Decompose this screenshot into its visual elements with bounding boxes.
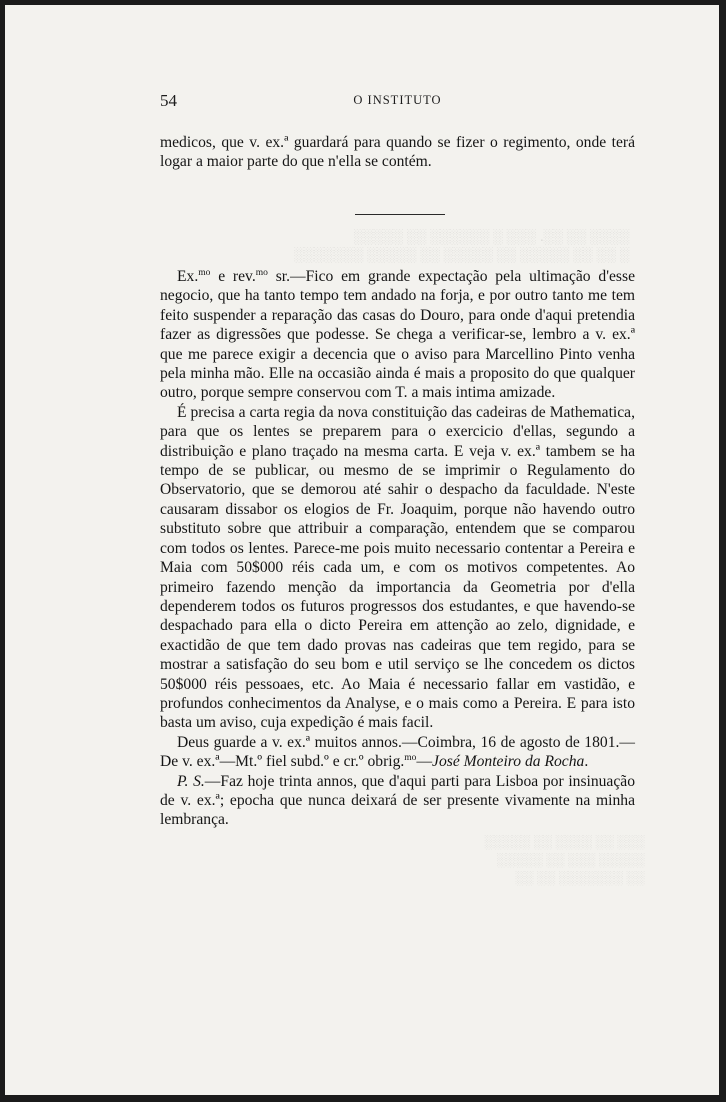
postscript-text: —Faz hoje trinta annos, que d'aqui parti para Lisboa por insinuação de v. ex.ª; epocha que nunca deixará de ser presente vivamente na minha lembrança. (160, 772, 635, 829)
letter-paragraph-2: É precisa a carta regia da nova constituição das cadeiras de Mathematica, para que os lentes se preparem para o exercicio d'ellas, segundo a distribuição e plano traçado na mesma carta. E veja v. ex.ª tambem se ha tempo de se publicar, ou mesmo de se imprimir o Regulamento do Observatorio, que se demorou até sahir o despacho da faculdade. N'este causaram dissabor os elogios de Fr. Joaquim, porque não havendo outro substituto sobre que attribuir a comparação, entendem que se comparou com todos os lentes. Parece-me pois muito necessario contentar a Pereira e Maia com 50$000 réis cada um, e com os motivos competentes. Ao primeiro fazendo menção da importancia da Geometria por d'ella dependerem todos os futuros progressos dos estudantes, e que havendo-se despachado para ella o dicto Pereira em attenção ao zelo, dignidade, e exactidão de que tem dado provas nas cadeiras que tem regido, para se mostrar a satisfação do seu bom e util serviço se lhe concedem os dictos 50$000 réis pessoaes, etc. Ao Maia é necessario fallar em vastidão, e profundos conhecimentos da Analyse, e o mais como a Pereira. E para isto basta um aviso, cuja expedição é mais facil. (160, 403, 635, 732)
running-title: O INSTITUTO (353, 93, 442, 107)
closing-dash: — (416, 753, 433, 771)
closing-text: Deus guarde a v. ex.ª muitos annos.—Coimbra, 16 de agosto de 1801.—De v. ex.ª—Mt.º fiel subd.º e cr.º obrig. (160, 733, 635, 771)
letter-body (160, 267, 635, 830)
page-header (160, 91, 635, 111)
letter-paragraph-1 (160, 267, 635, 403)
salutation-mid: e rev. (210, 268, 256, 285)
postscript-label: P. S. (177, 772, 205, 790)
bleed-through-text: ░░░░ ░░ ░░. ░░░ ░ ░░░░░░ ░░ ░░░░░ ░ ░░ ░░ ░░░░░ ░░ ░░░░░ ░░ ░░░░░ ░░░░░░░ (294, 230, 630, 263)
closing-period: . (584, 753, 589, 771)
signature: José Monteiro da Rocha (432, 753, 585, 771)
postscript (160, 772, 635, 830)
intro-paragraph (160, 133, 635, 172)
salutation-start: Ex. (177, 268, 199, 285)
superscript-mo: mo (255, 267, 268, 278)
bleed-through-text: ░░░ ░░ ░░░░ ░░ ░░░░░ ░░░░░ ░░░ ░░ ░░░░░ ░░ ░░░░░░░ ░░ ░░ (484, 834, 645, 885)
intro-text: medicos, que v. ex.ª guardará para quando se fizer o regimento, onde terá logar a maior parte do que n'ella se contém. (160, 134, 635, 171)
document-page (5, 5, 719, 1095)
page-number: 54 (160, 91, 177, 110)
superscript-mo: mo (404, 752, 417, 763)
salutation-end: sr.—Fico em grande expectação pela ultimação d'esse negocio, que ha tanto tempo tem andado na forja, e por outro tanto me tem feito suspender a reparação das casas do Douro, para onde d'aqui pretendia fazer as digressões que podesse. Se chega a verificar-se, lembro a v. ex.ª que me parece exigir a decencia que o aviso para Marcellino Pinto venha pela minha mão. Elle na occasião ainda é mais a proposito do que qualquer outro, porque sempre conservou com T. a mais intima amizade. (160, 268, 635, 402)
letter-closing (160, 733, 635, 772)
section-divider (355, 214, 445, 215)
superscript-mo: mo (198, 267, 211, 278)
